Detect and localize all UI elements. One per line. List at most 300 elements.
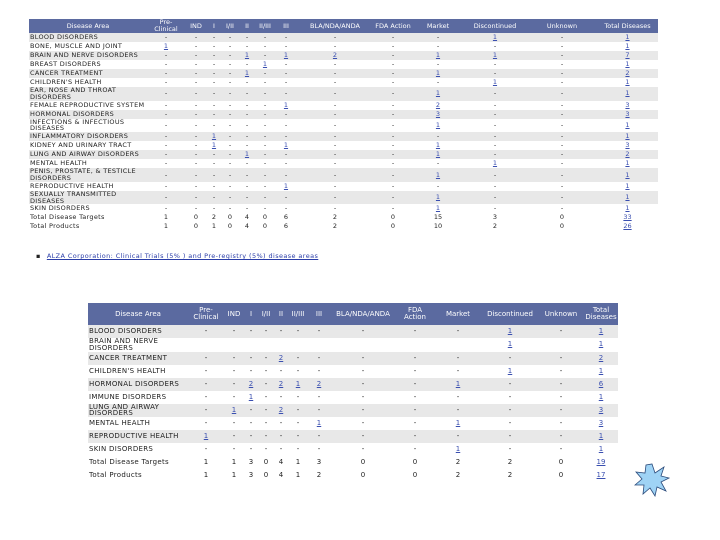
table-cell[interactable]: 1 xyxy=(413,69,463,78)
table-cell: - xyxy=(194,78,198,87)
column-header: I/II xyxy=(221,19,239,33)
table-cell: - xyxy=(396,430,434,443)
table-cell[interactable]: 1 xyxy=(597,168,658,182)
table-cell: - xyxy=(212,100,216,109)
table-cell[interactable]: 2 xyxy=(435,100,441,109)
table-cell[interactable]: 1 xyxy=(625,60,630,69)
table-cell: - xyxy=(204,392,208,401)
table-cell: - xyxy=(228,78,232,87)
table-cell[interactable]: 1 xyxy=(584,325,618,338)
table-cell: 0 xyxy=(330,469,396,482)
table-cell[interactable]: 1 xyxy=(413,191,463,205)
table-cell: - xyxy=(413,392,417,401)
table-cell: - xyxy=(456,366,460,375)
table-cell[interactable]: 1 xyxy=(598,392,604,401)
table-cell: - xyxy=(255,33,275,42)
column-header: Total Diseases xyxy=(597,19,658,33)
table-cell[interactable]: 1 xyxy=(275,51,297,60)
table-cell: - xyxy=(434,404,482,418)
table-cell: - xyxy=(255,168,275,182)
table-cell: 0 xyxy=(185,213,207,222)
table-cell[interactable]: 3 xyxy=(413,110,463,119)
table-row xyxy=(88,352,618,365)
table-cell: - xyxy=(330,430,396,443)
table-cell[interactable]: 1 xyxy=(224,404,244,418)
table-cell[interactable]: 3 xyxy=(625,100,630,109)
table-cell: - xyxy=(245,159,249,168)
table-cell: - xyxy=(482,378,538,391)
footnote-text: ALZA Corporation: Clinical Trials (5% ) and Pre-registry (5%) disease areas xyxy=(46,252,319,260)
table-cell: - xyxy=(279,366,283,375)
table-cell[interactable]: 1 xyxy=(625,120,630,129)
table-row xyxy=(29,132,658,141)
table-cell: - xyxy=(434,325,482,338)
table-cell: - xyxy=(333,60,337,69)
table-cell[interactable]: 1 xyxy=(435,204,441,213)
table-row xyxy=(88,443,618,456)
table-cell: - xyxy=(185,51,207,60)
table-cell[interactable]: 1 xyxy=(625,159,630,168)
table-cell[interactable]: 3 xyxy=(625,141,630,150)
table-cell: - xyxy=(245,60,249,69)
table-cell: - xyxy=(560,181,564,190)
row-label: Total Products xyxy=(88,469,188,482)
table-cell[interactable]: 1 xyxy=(413,168,463,182)
table-cell[interactable]: 1 xyxy=(435,141,441,150)
table-cell: - xyxy=(224,430,244,443)
table-cell[interactable]: 2 xyxy=(597,150,658,159)
table-cell: 0 xyxy=(255,213,275,222)
table-cell[interactable]: 2 xyxy=(308,378,330,391)
table-cell: - xyxy=(436,60,440,69)
table-cell: 0 xyxy=(221,222,239,231)
table-cell: - xyxy=(436,159,440,168)
table-cell[interactable]: 17 xyxy=(584,469,618,482)
table-row xyxy=(29,191,658,205)
table-cell[interactable]: 2 xyxy=(584,352,618,365)
table-cell: - xyxy=(255,51,275,60)
table-cell[interactable]: 1 xyxy=(262,60,268,69)
table-cell: - xyxy=(413,132,463,141)
table-cell: - xyxy=(560,141,564,150)
table-cell: - xyxy=(258,325,274,338)
table-cell: - xyxy=(279,419,283,428)
table-header-row xyxy=(29,19,658,33)
row-label: CHILDREN'S HEALTH xyxy=(89,366,166,375)
table-cell[interactable]: 1 xyxy=(507,340,513,349)
table-cell: - xyxy=(391,120,395,129)
table-cell: - xyxy=(207,87,221,101)
table-row xyxy=(29,204,658,213)
table-row xyxy=(88,404,618,418)
table-cell: - xyxy=(482,404,538,418)
table-cell: - xyxy=(255,150,275,159)
table-cell: - xyxy=(330,378,396,391)
table-cell: - xyxy=(413,445,417,454)
table-cell: 6 xyxy=(275,222,297,231)
table-cell xyxy=(288,338,308,352)
table-cell[interactable]: 1 xyxy=(288,378,308,391)
table-cell: - xyxy=(333,120,337,129)
table-cell: 0 xyxy=(538,456,584,469)
table-cell: - xyxy=(228,204,232,213)
row-label: FEMALE REPRODUCTIVE SYSTEM xyxy=(30,100,145,109)
table-cell: - xyxy=(296,366,300,375)
table-cell: 6 xyxy=(275,213,297,222)
table-cell: - xyxy=(249,366,253,375)
table-cell: - xyxy=(527,69,597,78)
table-row xyxy=(29,60,658,69)
column-header: I/II xyxy=(258,303,274,325)
table-cell[interactable]: 1 xyxy=(625,42,630,51)
table-cell: - xyxy=(232,419,236,428)
table-cell: - xyxy=(232,392,236,401)
row-label: Total Disease Targets xyxy=(29,213,147,222)
table-cell[interactable]: 1 xyxy=(463,33,527,42)
table-cell: - xyxy=(279,445,283,454)
table-cell: - xyxy=(255,87,275,101)
table-cell: - xyxy=(333,100,337,109)
table-cell: 1 xyxy=(207,222,221,231)
table-cell: - xyxy=(284,204,288,213)
table-cell[interactable]: 1 xyxy=(597,191,658,205)
table-cell: - xyxy=(185,132,207,141)
table-cell: - xyxy=(560,159,564,168)
table-cell: 0 xyxy=(258,469,274,482)
table-cell[interactable]: 1 xyxy=(248,392,254,401)
table-cell: - xyxy=(296,419,300,428)
table-cell: - xyxy=(147,51,185,60)
table-cell: - xyxy=(296,445,300,454)
table-cell[interactable]: 1 xyxy=(435,120,441,129)
table-cell[interactable]: 1 xyxy=(482,325,538,338)
table-cell: - xyxy=(221,191,239,205)
table-cell[interactable]: 2 xyxy=(274,404,288,418)
table-cell: 1 xyxy=(288,469,308,482)
table-cell[interactable]: 1 xyxy=(163,42,169,51)
table-cell: - xyxy=(373,150,413,159)
table-cell: - xyxy=(333,159,337,168)
table-cell[interactable]: 3 xyxy=(598,419,604,428)
table-cell: - xyxy=(284,159,288,168)
table-cell[interactable]: 1 xyxy=(598,445,604,454)
table-row xyxy=(88,430,618,443)
row-label: BONE, MUSCLE AND JOINT xyxy=(30,42,123,51)
table-row xyxy=(29,119,658,133)
starburst-icon[interactable] xyxy=(634,463,670,497)
table-cell: - xyxy=(560,78,564,87)
table-cell[interactable]: 1 xyxy=(584,430,618,443)
table-cell: - xyxy=(249,419,253,428)
table-cell: - xyxy=(373,132,413,141)
table-cell: - xyxy=(164,100,168,109)
table-cell: - xyxy=(263,181,267,190)
table-cell[interactable]: 1 xyxy=(413,87,463,101)
table-header-row xyxy=(88,303,618,325)
table-cell[interactable]: 26 xyxy=(597,222,658,231)
table-cell: - xyxy=(413,366,417,375)
table-cell[interactable]: 6 xyxy=(584,378,618,391)
table-cell[interactable]: 1 xyxy=(597,33,658,42)
table-cell: - xyxy=(232,445,236,454)
table-cell: - xyxy=(147,33,185,42)
table-cell: 1 xyxy=(147,213,185,222)
table-cell: - xyxy=(212,120,216,129)
table-cell: - xyxy=(263,100,267,109)
table-cell: - xyxy=(284,42,288,51)
table-cell: - xyxy=(396,352,434,365)
table-cell[interactable]: 2 xyxy=(244,378,258,391)
column-header: FDA Action xyxy=(373,19,413,33)
table-cell: - xyxy=(463,191,527,205)
table-cell: 2 xyxy=(482,456,538,469)
table-cell: - xyxy=(297,150,373,159)
table-cell[interactable]: 1 xyxy=(492,78,498,87)
table-cell: - xyxy=(527,87,597,101)
table-cell: - xyxy=(436,181,440,190)
table-cell: - xyxy=(413,419,417,428)
table-cell: - xyxy=(245,141,249,150)
table-cell: - xyxy=(373,87,413,101)
column-header: I xyxy=(244,303,258,325)
table-cell: - xyxy=(194,100,198,109)
table-cell: - xyxy=(538,352,584,365)
row-label: PENIS, PROSTATE, & TESTICLE DISORDERS xyxy=(29,168,147,182)
table-cell[interactable]: 1 xyxy=(455,419,461,428)
table-cell: - xyxy=(212,42,216,51)
table-cell: - xyxy=(212,204,216,213)
table-cell: 4 xyxy=(239,213,255,222)
table-cell[interactable]: 2 xyxy=(274,352,288,365)
column-header: Discontinued xyxy=(482,303,538,325)
row-label: KIDNEY AND URINARY TRACT xyxy=(30,141,132,150)
table-cell: - xyxy=(275,132,297,141)
table-cell: - xyxy=(255,110,275,119)
table-cell: - xyxy=(258,352,274,365)
table-cell: - xyxy=(194,159,198,168)
table-cell[interactable]: 1 xyxy=(239,51,255,60)
table-cell: - xyxy=(508,419,512,428)
row-label: INFECTIONS & INFECTIOUS DISEASES xyxy=(30,118,125,133)
row-label: LUNG AND AIRWAY DISORDERS xyxy=(88,404,188,418)
table-cell[interactable]: 1 xyxy=(625,204,630,213)
column-header: Pre-Clinical xyxy=(147,19,185,33)
table-cell: - xyxy=(255,69,275,78)
table-cell[interactable]: 2 xyxy=(297,51,373,60)
table-cell[interactable]: 1 xyxy=(413,150,463,159)
table-cell: - xyxy=(188,325,224,338)
table-row xyxy=(29,101,658,110)
table-cell xyxy=(258,338,274,352)
table-cell: - xyxy=(185,33,207,42)
table-cell: - xyxy=(147,150,185,159)
table-cell[interactable]: 1 xyxy=(597,87,658,101)
column-header: II xyxy=(274,303,288,325)
table-cell: - xyxy=(456,392,460,401)
table-cell xyxy=(538,338,584,352)
table-cell: - xyxy=(463,132,527,141)
table-cell: - xyxy=(221,150,239,159)
table-cell: - xyxy=(538,404,584,418)
table-cell[interactable]: 1 xyxy=(625,181,630,190)
table-cell: - xyxy=(245,204,249,213)
table-cell: - xyxy=(493,60,497,69)
table-cell: - xyxy=(436,78,440,87)
table-cell[interactable]: 2 xyxy=(597,69,658,78)
table-cell: - xyxy=(391,78,395,87)
table-cell: - xyxy=(333,141,337,150)
table-cell: - xyxy=(508,392,512,401)
table-cell[interactable]: 1 xyxy=(283,181,289,190)
table-cell: - xyxy=(204,366,208,375)
column-header: II/III xyxy=(288,303,308,325)
pipeline-table-2 xyxy=(88,303,618,482)
table-cell: - xyxy=(221,87,239,101)
table-cell: - xyxy=(263,42,267,51)
row-label: CANCER TREATMENT xyxy=(29,69,147,78)
table-cell: - xyxy=(463,69,527,78)
table-cell: - xyxy=(258,430,274,443)
table-cell: - xyxy=(274,430,288,443)
row-label: BRAIN AND NERVE DISORDERS xyxy=(29,51,147,60)
table-row xyxy=(29,33,658,42)
table-cell: - xyxy=(207,51,221,60)
table-cell[interactable]: 1 xyxy=(625,78,630,87)
table-cell: - xyxy=(508,445,512,454)
column-header: Disease Area xyxy=(29,19,147,33)
table-cell: - xyxy=(207,191,221,205)
table-cell: - xyxy=(391,141,395,150)
table-cell: - xyxy=(245,42,249,51)
table-cell: - xyxy=(559,445,563,454)
table-cell: - xyxy=(288,325,308,338)
table-cell: - xyxy=(275,33,297,42)
column-header: Total Diseases xyxy=(584,303,618,325)
column-header: Discontinued xyxy=(463,19,527,33)
table-cell[interactable]: 3 xyxy=(584,404,618,418)
table-cell: - xyxy=(264,366,268,375)
table-cell: - xyxy=(297,132,373,141)
table-cell: 10 xyxy=(413,222,463,231)
table-cell: - xyxy=(308,430,330,443)
column-header: Disease Area xyxy=(88,303,188,325)
table-cell[interactable]: 1 xyxy=(598,366,604,375)
table-cell: - xyxy=(396,404,434,418)
table-cell: - xyxy=(361,366,365,375)
table-cell: 0 xyxy=(538,469,584,482)
table-cell: - xyxy=(274,325,288,338)
table-cell: - xyxy=(232,366,236,375)
table-cell xyxy=(244,338,258,352)
table-cell[interactable]: 1 xyxy=(597,132,658,141)
table-cell: - xyxy=(413,33,463,42)
total-row xyxy=(29,213,658,222)
table-cell[interactable]: 1 xyxy=(188,430,224,443)
table-cell: - xyxy=(194,42,198,51)
table-cell: - xyxy=(463,150,527,159)
table-cell[interactable]: 2 xyxy=(274,378,288,391)
table-cell: - xyxy=(258,404,274,418)
table-cell: - xyxy=(188,404,224,418)
table-cell: - xyxy=(373,51,413,60)
table-cell: - xyxy=(164,204,168,213)
column-header: III xyxy=(308,303,330,325)
table-cell: - xyxy=(228,141,232,150)
table-cell: - xyxy=(188,378,224,391)
table-cell[interactable]: 1 xyxy=(283,141,289,150)
table-cell[interactable]: 3 xyxy=(597,110,658,119)
table-cell: 0 xyxy=(221,213,239,222)
table-cell: - xyxy=(436,42,440,51)
table-cell: - xyxy=(308,325,330,338)
column-header: BLA/NDA/ANDA xyxy=(297,19,373,33)
table-cell: - xyxy=(317,392,321,401)
table-cell[interactable]: 1 xyxy=(239,150,255,159)
row-label: EAR, NOSE AND THROAT DISORDERS xyxy=(29,87,147,101)
table-cell[interactable]: 1 xyxy=(507,366,513,375)
footnote xyxy=(36,252,318,260)
table-cell[interactable]: 1 xyxy=(207,132,221,141)
column-header: BLA/NDA/ANDA xyxy=(330,303,396,325)
table-cell[interactable]: 19 xyxy=(584,456,618,469)
table-cell[interactable]: 1 xyxy=(283,100,289,109)
table-cell[interactable]: 1 xyxy=(239,69,255,78)
table-cell: 2 xyxy=(463,222,527,231)
table-cell: - xyxy=(207,168,221,182)
table-row xyxy=(29,69,658,78)
table-cell[interactable]: 33 xyxy=(597,213,658,222)
table-cell: 2 xyxy=(482,469,538,482)
table-row xyxy=(29,110,658,119)
table-cell[interactable]: 1 xyxy=(316,419,322,428)
table-cell: - xyxy=(297,69,373,78)
table-cell[interactable]: 1 xyxy=(413,51,463,60)
table-row xyxy=(88,365,618,378)
table-row xyxy=(29,182,658,191)
table-cell[interactable]: 1 xyxy=(598,340,604,349)
table-cell: - xyxy=(297,33,373,42)
table-cell: - xyxy=(263,204,267,213)
table-cell[interactable]: 1 xyxy=(211,141,217,150)
total-row xyxy=(29,222,658,231)
table-cell: 4 xyxy=(274,456,288,469)
table-cell[interactable]: 1 xyxy=(455,445,461,454)
table-cell: 0 xyxy=(396,456,434,469)
table-cell: - xyxy=(244,404,258,418)
table-cell: - xyxy=(559,419,563,428)
table-cell: 0 xyxy=(185,222,207,231)
column-header: Unknown xyxy=(527,19,597,33)
table-cell: - xyxy=(245,78,249,87)
table-cell: - xyxy=(263,141,267,150)
table-cell: 3 xyxy=(244,469,258,482)
table-cell: - xyxy=(333,181,337,190)
table-cell: - xyxy=(244,430,258,443)
table-cell[interactable]: 7 xyxy=(597,51,658,60)
table-cell[interactable]: 1 xyxy=(463,51,527,60)
table-cell[interactable]: 1 xyxy=(434,378,482,391)
table-cell: - xyxy=(317,366,321,375)
table-cell: 0 xyxy=(527,213,597,222)
total-row xyxy=(88,469,618,482)
table-cell: 2 xyxy=(434,469,482,482)
table-row xyxy=(29,51,658,60)
table-cell: - xyxy=(147,87,185,101)
table-cell[interactable]: 1 xyxy=(492,159,498,168)
table-cell: 3 xyxy=(308,456,330,469)
table-cell: - xyxy=(239,191,255,205)
table-cell: - xyxy=(245,100,249,109)
